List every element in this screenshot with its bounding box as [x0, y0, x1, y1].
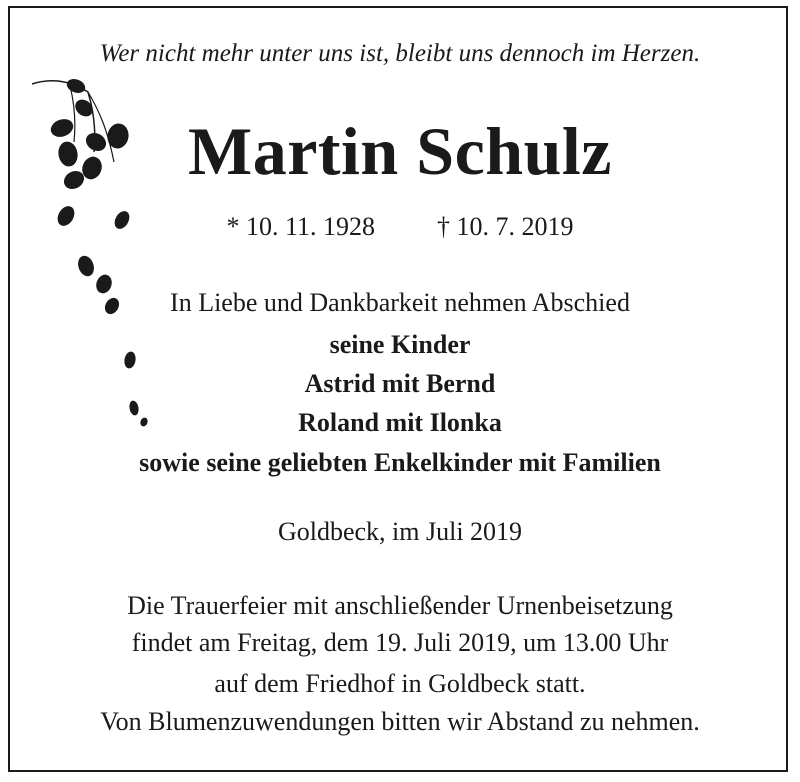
family-line-3: Roland mit Ilonka — [298, 408, 502, 437]
death-date: † 10. 7. 2019 — [437, 212, 574, 241]
place-date: Goldbeck, im Juli 2019 — [277, 517, 523, 546]
ceremony-line-2: findet am Freitag, dem 19. Juli 2019, um 13.00 Uhr — [131, 628, 669, 657]
life-dates — [0, 212, 800, 242]
farewell-text: In Liebe und Dankbarkeit nehmen Abschied — [170, 288, 630, 317]
family-line-4: sowie seine geliebten Enkelkinder mit Familien — [139, 448, 661, 477]
motto: Wer nicht mehr unter uns ist, bleibt uns dennoch im Herzen. — [99, 40, 701, 67]
family-line-1: seine Kinder — [329, 330, 471, 359]
birth-date: * 10. 11. 1928 — [226, 212, 376, 241]
ceremony-line-3: auf dem Friedhof in Goldbeck statt. — [214, 669, 586, 698]
family-line-2: Astrid mit Bernd — [304, 369, 496, 398]
deceased-name: Martin Schulz — [188, 113, 612, 189]
ceremony-line-1: Die Trauerfeier mit anschließender Urnenbeisetzung — [127, 591, 673, 620]
ceremony-line-4: Von Blumenzuwendungen bitten wir Abstand zu nehmen. — [100, 707, 700, 736]
